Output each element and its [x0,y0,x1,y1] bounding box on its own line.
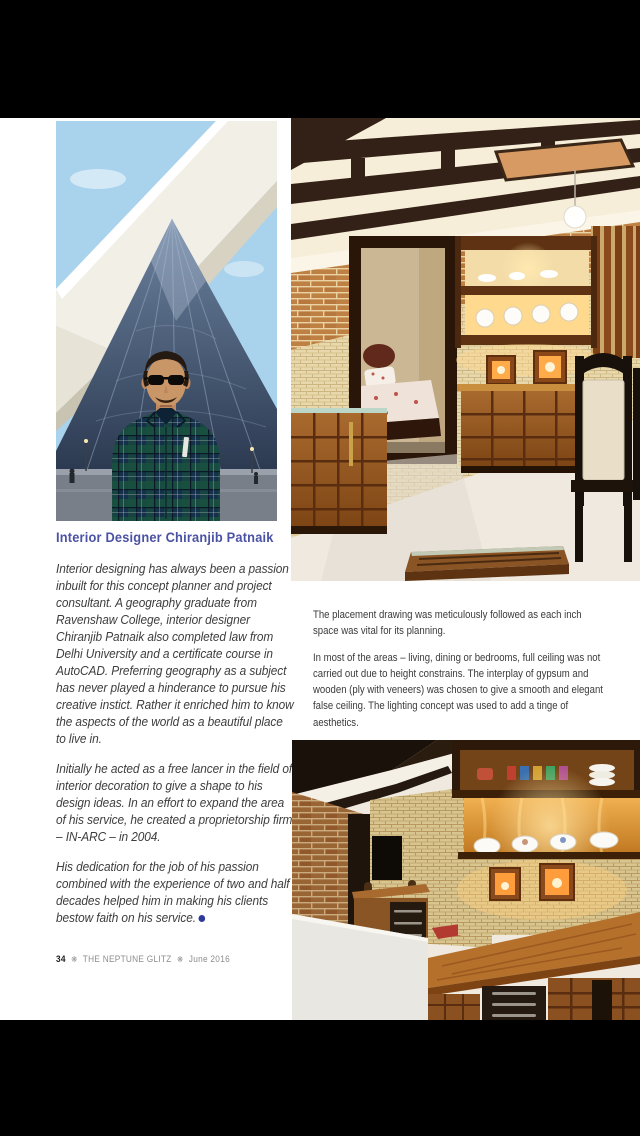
article-body-right [313,607,609,741]
paragraph: Interior designing has always been a passion inbuilt for this concept planner and project consultant. A geography graduate from Ravenshaw College, interior designer Chiranjib Patnaik also completed law from Delhi University and a certificate course in AutoCAD. Preferring geography as a subject has never played a hinderance to pursue his creative instict. Rather it enriched him to know the aspects of the world as a beautiful place to live in. [56,562,294,746]
wall-tv [372,836,402,880]
article-heading: Interior Designer Chiranjib Patnaik [56,530,274,545]
interior-bottom-graphic [292,740,640,1020]
flower-separator-icon: ❋ [176,955,184,964]
paragraph: His dedication for the job of his passion combined with the experience of two and half decades helped him in making his clients bestow faith on his service. [56,860,290,925]
end-of-article-bullet [199,915,206,922]
article-body-left [56,561,295,940]
page-footer [56,954,230,964]
paragraph: The placement drawing was meticulously followed as each inch space was vital for its planning. [313,609,582,638]
page-number: 34 [56,954,66,964]
magazine-title: THE NEPTUNE GLITZ [82,954,172,964]
flower-separator-icon: ❋ [71,955,78,964]
crockery-unit [428,740,640,1020]
portrait-photo [56,121,277,521]
interior-photo-bottom [292,740,640,1020]
slat-screen [591,226,640,358]
issue-date: June 2016 [188,954,230,964]
paragraph: In most of the areas – living, dining or bedrooms, full ceiling was not carried out due to height constrains. The interplay of gypsum and wooden (ply with veneers) was chosen to give a smooth and elegant false ceiling. The lighting concept was used to add a tinge of aesthetics. [313,651,603,729]
interior-top-graphic [291,118,640,581]
magazine-page [0,118,640,1020]
interior-photo-top [291,118,640,581]
portrait-photo-graphic [56,121,277,521]
paragraph: Initially he acted as a free lancer in the field of interior decoration to give a shape to his design ideas. In an effort to expand the area of his service, he created a proprietorship firm – IN-ARC – in 2004. [56,762,293,844]
left-cabinet [291,408,387,534]
